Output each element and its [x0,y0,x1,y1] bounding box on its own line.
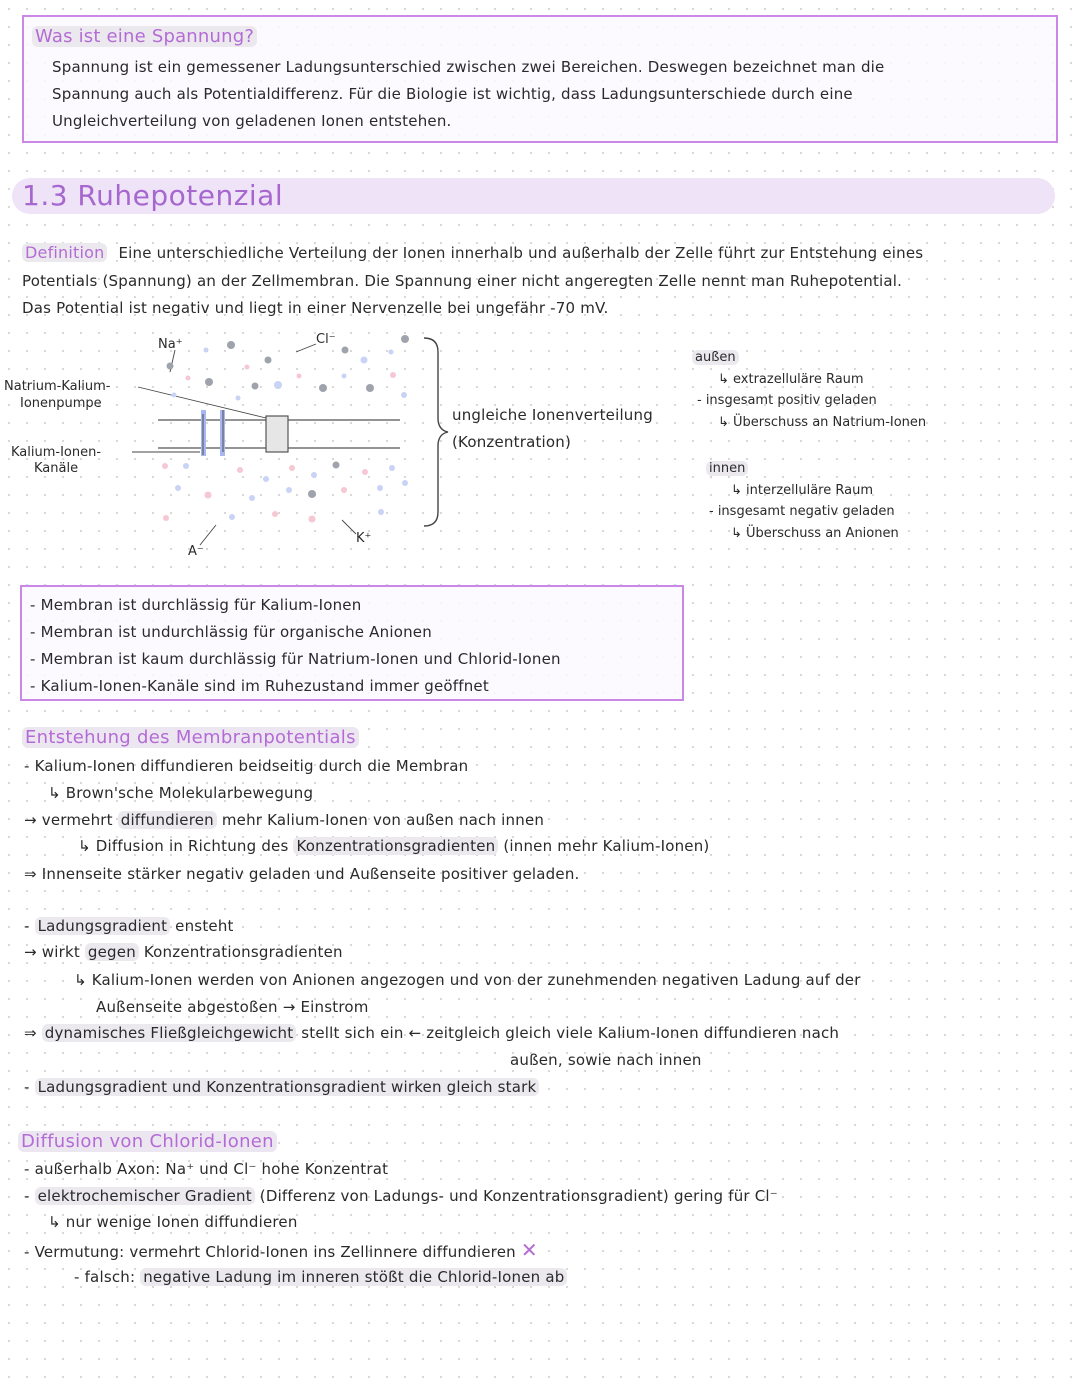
membrane-item-4: - Kalium-Ionen-Kanäle sind im Ruhezustand immer geöffnet [30,677,489,695]
ion [205,378,213,386]
ion [311,472,317,478]
potassium-channel-1 [201,410,206,456]
label-k: K⁺ [356,531,372,546]
ion [272,511,278,517]
ion [263,476,269,482]
ion [390,372,396,378]
definition-line-3: Das Potential ist negativ und liegt in einer Nervenzelle bei ungefähr -70 mV. [22,299,609,317]
ion [389,350,394,355]
ion [309,516,316,523]
ion [366,384,374,392]
membrane-item-1: - Membran ist durchlässig für Kalium-Ionen [30,596,362,614]
ion [249,495,255,501]
ion [183,463,189,469]
entstehung-line-8: ↳ Kalium-Ionen werden von Anionen angezogen und von der zunehmenden negativen Ladung auf der [74,971,861,989]
membrane-item-3: - Membran ist kaum durchlässig für Natrium-Ionen und Chlorid-Ionen [30,650,561,668]
entstehung-line-4: ↳ Diffusion in Richtung des Konzentrationsgradienten (innen mehr Kalium-Ionen) [78,837,710,855]
ion [289,465,295,471]
entstehung-line-9: Außenseite abgestoßen → Einstrom [96,998,369,1016]
entstehung-title: Entstehung des Membranpotentials [22,727,359,748]
ion [362,469,368,475]
channel-label-2: Kanäle [34,461,79,476]
ion [252,383,259,390]
ion [265,357,272,364]
definition-line-2: Potentials (Spannung) an der Zellmembran. Die Spannung einer nicht angeregten Zelle nennt man Ruhepotential. [22,272,903,290]
inside-line-1: ↳ interzelluläre Raum [731,483,873,498]
label-cl: Cl⁻ [316,332,336,347]
ion [236,396,241,401]
wrong-mark-icon: ✕ [520,1238,538,1262]
label-a: A⁻ [188,544,204,559]
ion [377,485,383,491]
cl-pointer [296,344,316,352]
inside-line-3: ↳ Überschuss an Anionen [731,526,899,541]
channel-label-1: Kalium-Ionen- [11,445,102,460]
entstehung-line-3: → vermehrt diffundieren mehr Kalium-Ionen von außen nach innen [24,811,545,829]
a-pointer [200,525,216,545]
ion [245,365,250,370]
ion [162,463,168,469]
ion [205,492,212,499]
ion [167,363,174,370]
membrane-figure [0,0,1080,580]
curly-brace [424,338,448,526]
ion [308,490,316,498]
voltage-box-title: Was ist eine Spannung? [32,27,257,47]
entstehung-line-10: ⇒ dynamisches Fließgleichgewicht stellt sich ein ← zeitgleich gleich viele Kalium-Ionen diffundieren nach [24,1024,840,1042]
entstehung-line-1: - Kalium-Ionen diffundieren beidseitig durch die Membran [24,757,469,775]
membrane-item-2: - Membran ist undurchlässig für organische Anionen [30,623,432,641]
potassium-channel-2 [220,410,225,456]
brace-text-1: ungleiche Ionenverteilung [452,406,653,424]
inside-label: innen [706,460,748,477]
voltage-line-2: Spannung auch als Potentialdifferenz. Für die Biologie ist wichtig, dass Ladungsunterschiede durch eine [52,85,853,103]
ion [341,487,347,493]
ion [286,487,292,493]
ion [333,462,340,469]
chlorid-line-2: - elektrochemischer Gradient (Differenz von Ladungs- und Konzentrationsgradient) gering für Cl⁻ [24,1187,778,1205]
voltage-line-1: Spannung ist ein gemessener Ladungsunterschied zwischen zwei Bereichen. Deswegen bezeichnet man die [52,58,885,76]
ion [361,357,368,364]
entstehung-line-12: - Ladungsgradient und Konzentrationsgradient wirken gleich stark [24,1077,539,1097]
chlorid-line-3: ↳ nur wenige Ionen diffundieren [48,1213,298,1231]
ion [342,374,347,379]
ion [172,393,177,398]
section-heading: 1.3 Ruhepotenzial [22,179,284,212]
ion [237,467,243,473]
ion [175,485,181,491]
definition-label: Definition [22,243,107,262]
membrane-properties-box [20,585,684,701]
ion [389,465,395,471]
ion-pump [266,416,288,452]
ion [186,376,191,381]
outside-line-1: ↳ extrazelluläre Raum [718,372,864,387]
inside-line-2: - insgesamt negativ geladen [709,504,895,519]
entstehung-line-11: außen, sowie nach innen [510,1051,702,1069]
pump-label-1: Natrium-Kalium- [4,379,111,394]
ion [319,384,327,392]
k-pointer [342,520,356,534]
entstehung-line-6: - Ladungsgradient ensteht [24,917,234,935]
entstehung-line-2: ↳ Brown'sche Molekularbewegung [48,784,314,802]
ion [227,341,235,349]
ion [163,515,169,521]
pump-label-2: Ionenpumpe [20,396,102,411]
outside-line-2: - insgesamt positiv geladen [697,393,877,408]
outside-line-3: ↳ Überschuss an Natrium-Ionen [718,415,927,430]
ion [229,514,235,520]
ion [401,335,409,343]
voltage-line-3: Ungleichverteilung von geladenen Ionen entstehen. [52,112,452,130]
brace-text-2: (Konzentration) [452,433,572,451]
entstehung-line-5: ⇒ Innenseite stärker negativ geladen und Außenseite positiver geladen. [24,865,580,883]
ion [402,480,408,486]
chlorid-line-4: - Vermutung: vermehrt Chlorid-Ionen ins Zellinnere diffundieren ✕ [24,1238,538,1262]
entstehung-line-7: → wirkt gegen Konzentrationsgradienten [24,943,343,961]
chlorid-line-1: - außerhalb Axon: Na⁺ und Cl⁻ hohe Konzentrat [24,1160,389,1178]
label-na: Na⁺ [158,337,183,352]
ion [297,374,302,379]
ion [342,347,349,354]
outside-label: außen [692,349,739,366]
chlorid-line-5: - falsch: negative Ladung im inneren stößt die Chlorid-Ionen ab [74,1267,567,1287]
chlorid-title: Diffusion von Chlorid-Ionen [18,1131,277,1152]
ions-outside [167,335,410,401]
ions-inside [162,462,408,523]
ion [274,381,282,389]
ion [204,348,209,353]
ion [401,392,407,398]
definition-text-1: Eine unterschiedliche Verteilung der Ionen innerhalb und außerhalb der Zelle führt zur Entstehung eines [118,244,924,262]
ion [378,509,384,515]
